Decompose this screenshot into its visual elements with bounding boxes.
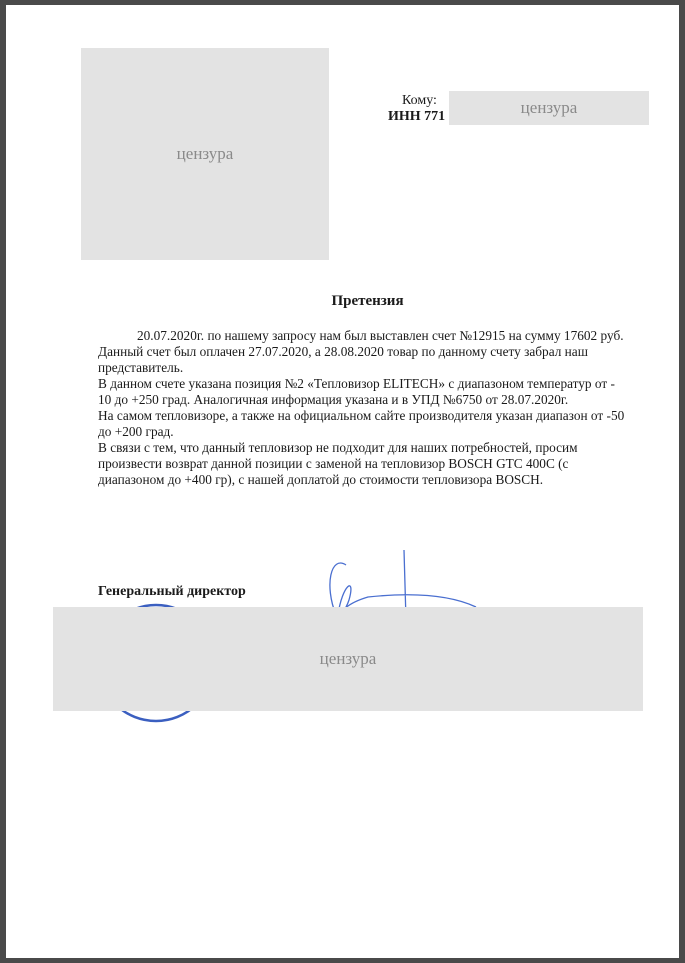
body-line: диапазоном до +400 гр), с нашей доплатой до стоимости тепловизора BOSCH. [98, 472, 544, 487]
body-line: произвести возврат данной позиции с заменой на тепловизор BOSCH GTC 400C (с [98, 456, 569, 471]
body-line: 10 до +250 град. Аналогичная информация указана и в УПД №6750 от 28.07.2020г. [98, 392, 569, 407]
body-line: Данный счет был оплачен 27.07.2020, а 28.08.2020 товар по данному счету забрал наш [98, 344, 588, 359]
body-line: На самом тепловизоре, а также на официальном сайте производителя указан диапазон от -50 [98, 408, 625, 423]
censored-logo-block [81, 48, 329, 260]
body-line: В данном счете указана позиция №2 «Тепловизор ELITECH» с диапазоном температур от - [98, 376, 615, 391]
censor-label: цензура [319, 649, 377, 668]
signer-position: Генеральный директор [98, 584, 246, 599]
censor-label: цензура [520, 98, 578, 117]
body-line: представитель. [98, 360, 184, 375]
document-title: Претензия [331, 293, 404, 309]
censored-signer-block [53, 607, 643, 711]
body-line: В связи с тем, что данный тепловизор не подходит для наших потребностей, просим [98, 440, 578, 455]
document-page [6, 5, 679, 958]
recipient-inn-label: ИНН 771 [388, 109, 446, 124]
recipient-to-label: Кому: [402, 93, 437, 108]
body-line: до +200 град. [98, 424, 174, 439]
body-line: 20.07.2020г. по нашему запросу нам был выставлен счет №12915 на сумму 17602 руб. [137, 328, 624, 343]
censored-recipient [449, 91, 649, 125]
censor-label: цензура [176, 144, 234, 163]
